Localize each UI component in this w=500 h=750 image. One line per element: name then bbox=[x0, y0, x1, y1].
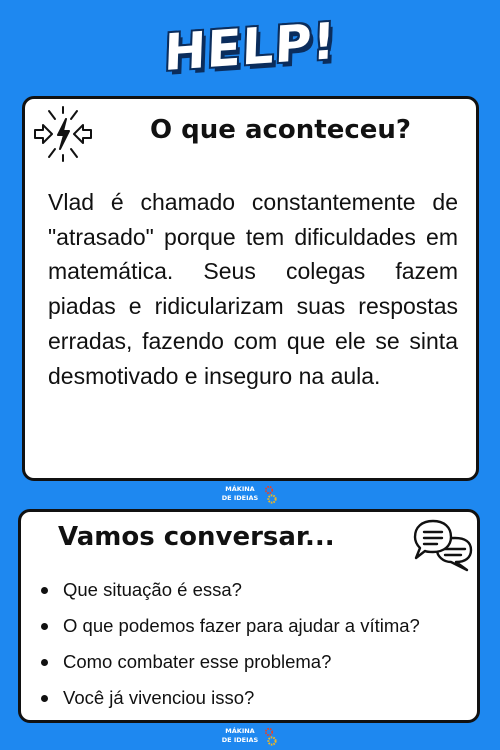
question-text: Você já vivenciou isso? bbox=[63, 687, 255, 708]
watermark-line1: MÁKINA bbox=[225, 727, 255, 735]
list-item bbox=[41, 572, 481, 608]
bullet-icon bbox=[41, 587, 48, 594]
help-logo-text: HELP! bbox=[163, 11, 337, 83]
discussion-title: Vamos conversar... bbox=[58, 522, 335, 552]
makina-de-ideias-watermark bbox=[221, 485, 301, 507]
gears-icon bbox=[263, 727, 279, 747]
list-item bbox=[41, 608, 481, 644]
bullet-icon bbox=[41, 659, 48, 666]
makina-de-ideias-watermark bbox=[221, 727, 301, 749]
watermark-line2: DE IDEIAS bbox=[221, 736, 259, 744]
question-text: Que situação é essa? bbox=[63, 579, 242, 600]
discussion-questions bbox=[41, 572, 481, 716]
story-card bbox=[22, 96, 479, 481]
list-item bbox=[41, 644, 481, 680]
question-text: O que podemos fazer para ajudar a vítima? bbox=[63, 615, 420, 636]
gears-icon bbox=[263, 485, 279, 505]
watermark-line1: MÁKINA bbox=[225, 485, 255, 493]
story-text: Vlad é chamado constantemente de "atrasado" porque tem dificuldades em matemática. Seus colegas fazem piadas e ridicularizam suas respostas erradas, fazendo com que ele se sinta desmotivado e inseguro na aula. bbox=[48, 189, 458, 389]
question-text: Como combater esse problema? bbox=[63, 651, 332, 672]
bullet-icon bbox=[41, 695, 48, 702]
list-item bbox=[41, 680, 481, 716]
discussion-card bbox=[18, 509, 480, 723]
help-logo bbox=[0, 11, 500, 83]
watermark-line2: DE IDEIAS bbox=[221, 494, 259, 502]
lightning-arrows-icon bbox=[33, 103, 93, 165]
chat-bubbles-icon bbox=[411, 518, 473, 578]
story-title: O que aconteceu? bbox=[150, 115, 411, 145]
bullet-icon bbox=[41, 623, 48, 630]
